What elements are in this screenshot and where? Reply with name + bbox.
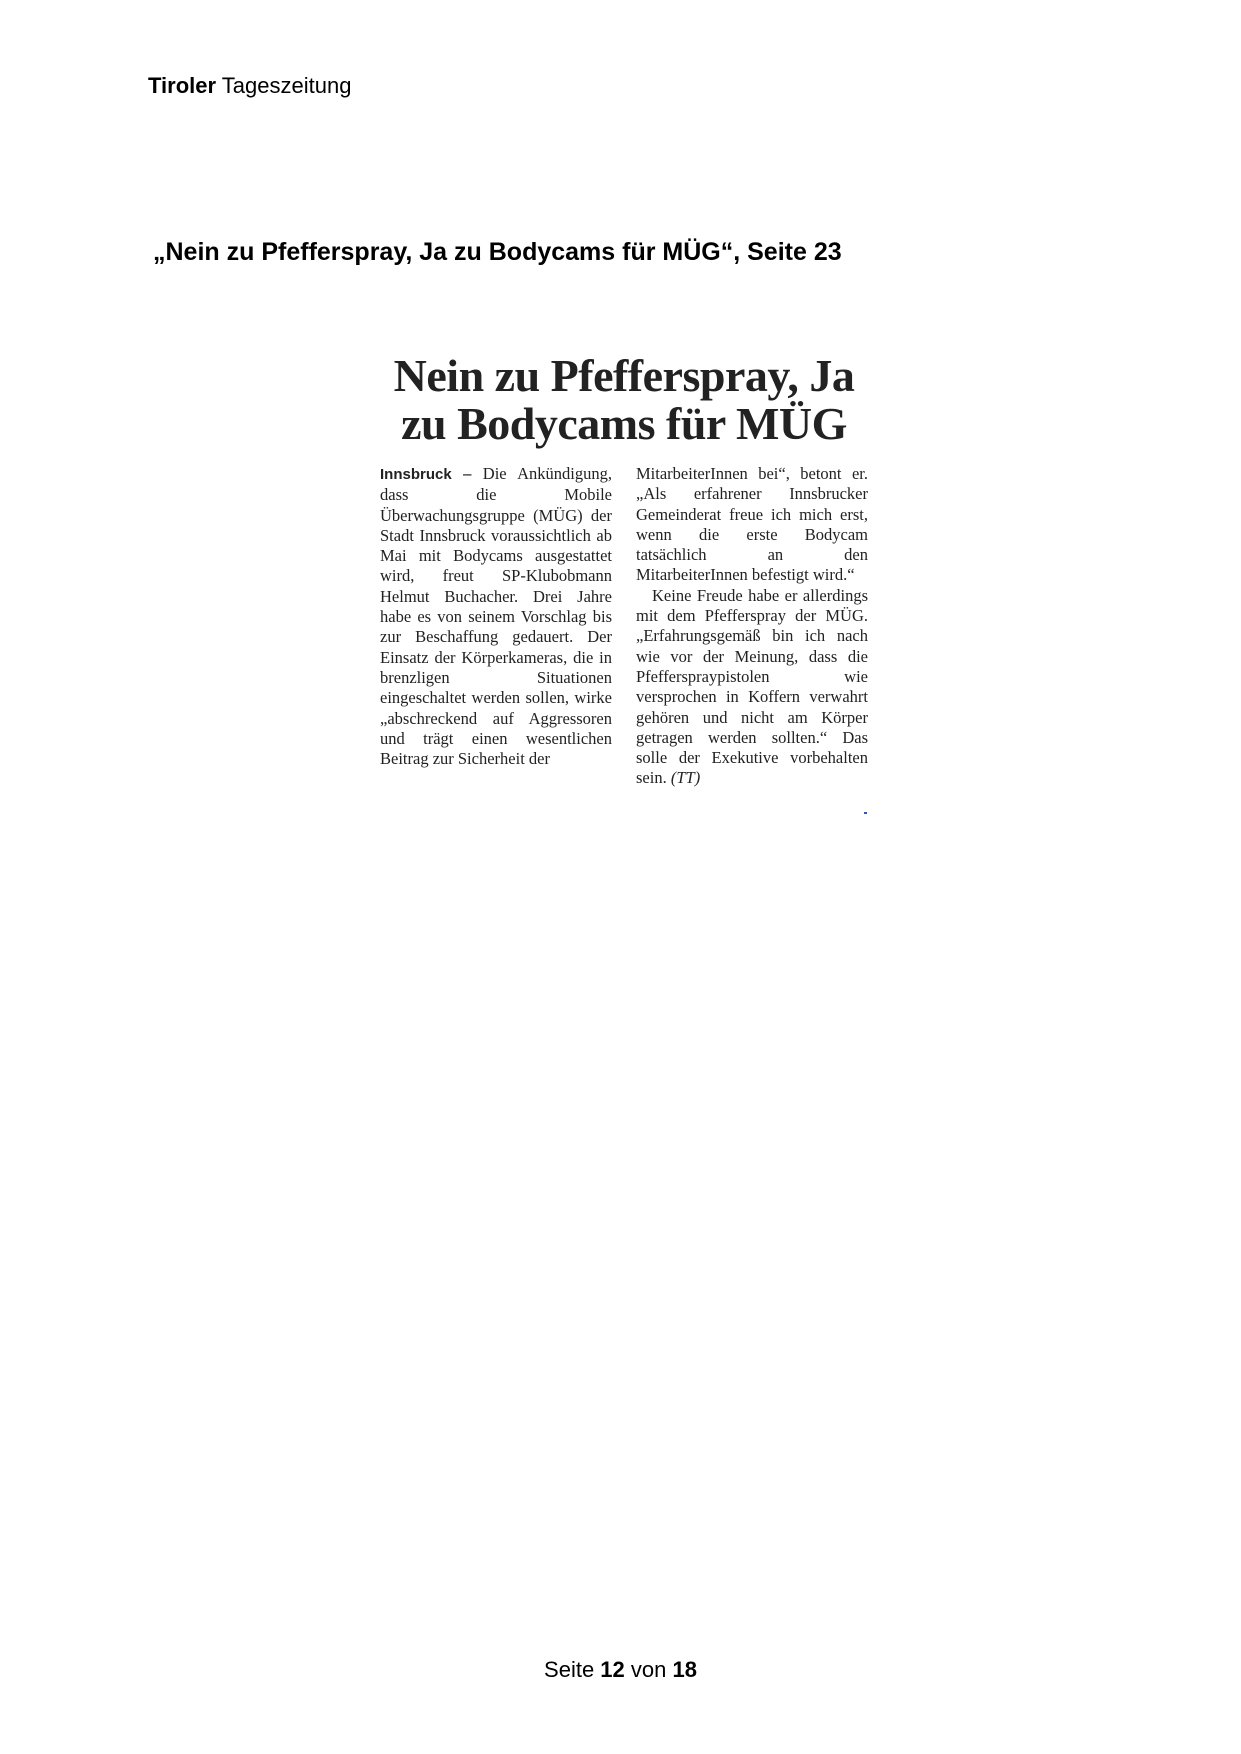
article-title-line2: zu Bodycams für MÜG xyxy=(401,398,847,449)
publication-name-bold: Tiroler xyxy=(148,73,217,98)
article-title-line1: Nein zu Pfefferspray, Ja xyxy=(393,350,855,401)
publication-name-rest: Tageszeitung xyxy=(216,73,352,98)
article-title xyxy=(380,352,868,448)
newspaper-clipping xyxy=(380,352,868,789)
article-credit: (TT) xyxy=(666,768,701,788)
article-paragraph xyxy=(380,464,612,769)
article-columns xyxy=(380,464,868,789)
article-text: Keine Freude habe er allerdings mit dem Pfefferspray der MÜG. „Erfahrungsgemäß bin ich nach wie vor der Meinung, dass die Pfefferspraypistolen wie versprochen in Koffern verwahrt gehören und nicht am Körper getragen werden sollten.“ Das solle der Exekutive vorbehalten sein. xyxy=(636,585,868,788)
article-dateline: Innsbruck xyxy=(380,466,452,483)
page-total: 18 xyxy=(672,1657,697,1682)
page-headline: „Nein zu Pfefferspray, Ja zu Bodycams für MÜG“, Seite 23 xyxy=(153,238,842,266)
article-paragraph xyxy=(636,586,868,789)
article-text: Die Ankündigung, dass die Mobile Überwachungsgruppe (MÜG) der Stadt Innsbruck voraussichtlich ab Mai mit Bodycams ausgestattet wird, freut SP-Klubobmann Helmut Buchacher. Drei Jahre habe es von seinem Vorschlag bis zur Beschaffung gedauert. Der Einsatz der Körperkameras, die in brenzligen Situationen eingeschaltet werden sollen, wirke „abschreckend auf Aggressoren und trägt einen wesentlichen Beitrag zur Sicherheit der xyxy=(380,464,612,769)
publication-header xyxy=(148,72,351,100)
article-paragraph: MitarbeiterInnen bei“, betont er. „Als erfahrener Innsbrucker Gemeinderat freue ich mich erst, wenn die erste Bodycam tatsächlich an den MitarbeiterInnen befestigt wird.“ xyxy=(636,464,868,585)
page-label: Seite xyxy=(544,1657,601,1682)
article-column-right xyxy=(636,464,868,789)
scan-mark xyxy=(864,812,867,814)
page-footer xyxy=(0,1656,1241,1684)
page-separator: von xyxy=(624,1657,673,1682)
article-column-left xyxy=(380,464,612,789)
page-current: 12 xyxy=(600,1657,625,1682)
dateline-dash: – xyxy=(451,464,483,483)
